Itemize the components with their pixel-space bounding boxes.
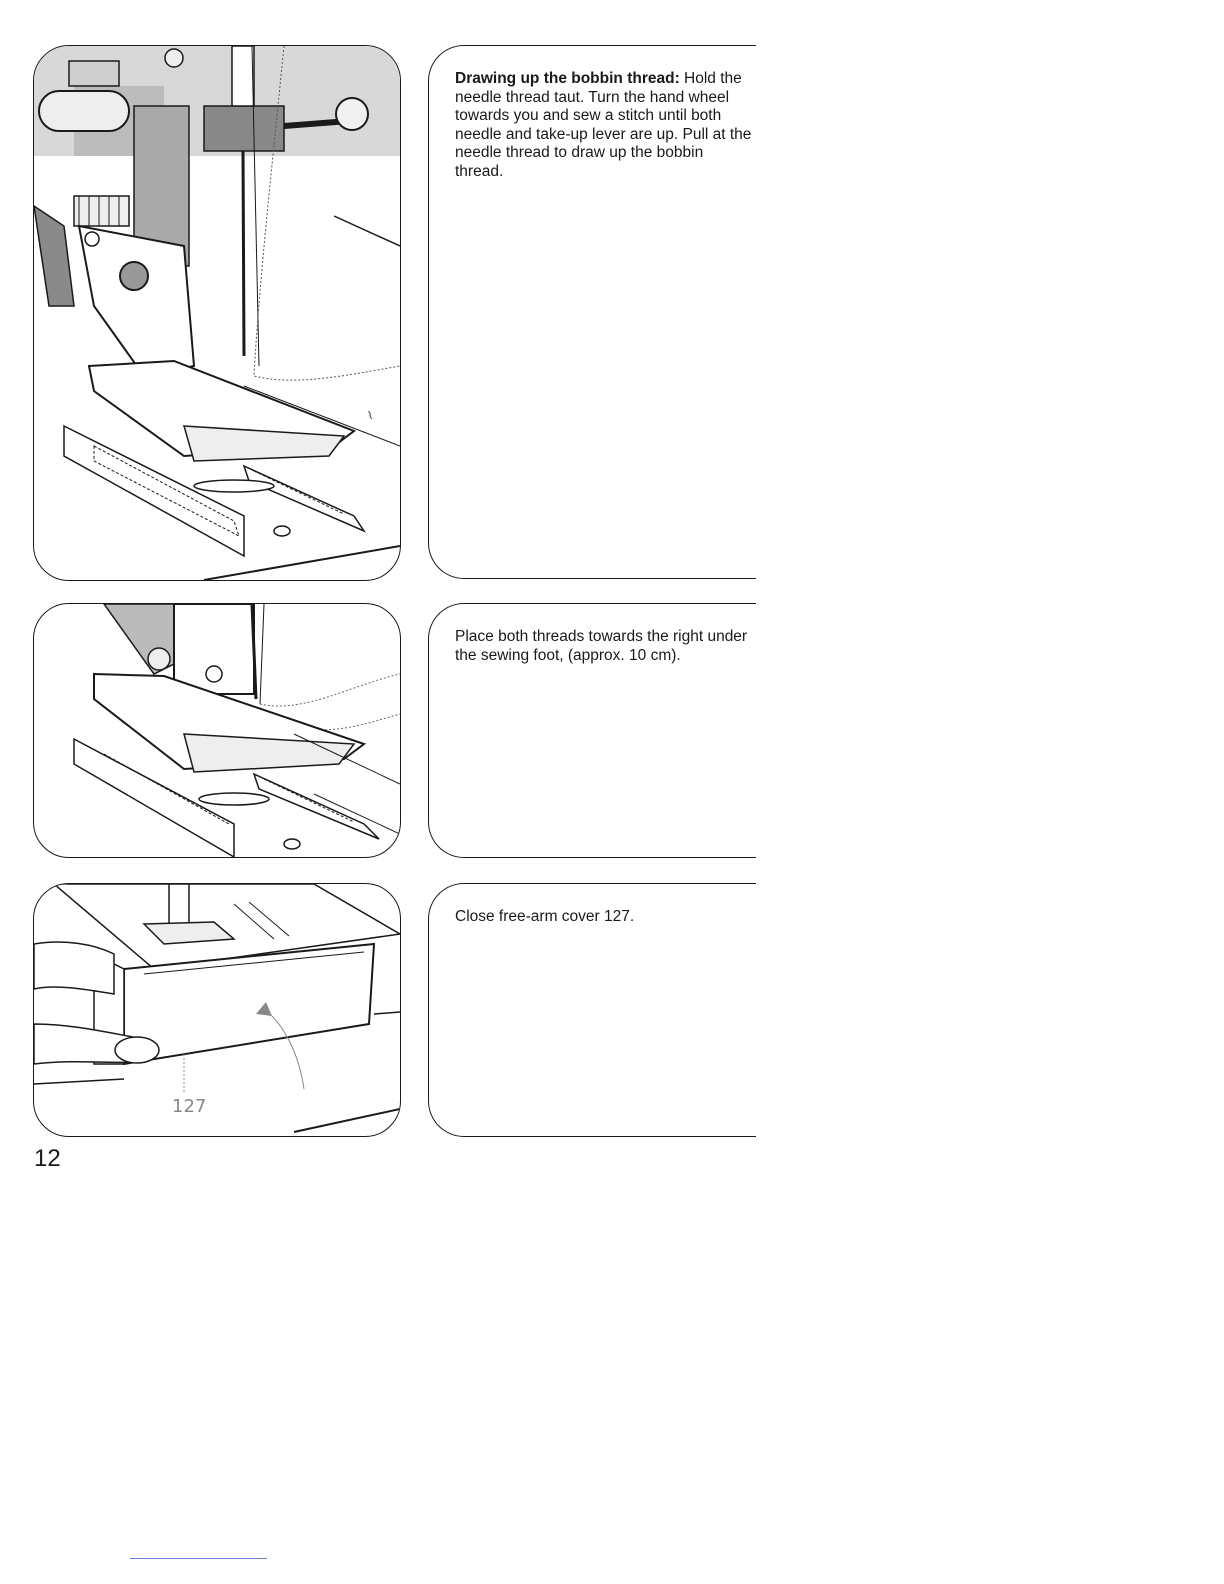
- instruction-panel-3: [428, 883, 756, 1137]
- threads-under-presser-foot-icon: [34, 604, 400, 857]
- instruction-body-1: Hold the needle thread taut. Turn the hand wheel towards you and sew a stitch until both needle and take-up lever are up. Pull at the needle thread to draw up the bobbin thread.: [455, 70, 752, 180]
- instruction-panel-1: [428, 45, 756, 579]
- instruction-panel-2: [428, 603, 756, 858]
- free-arm-cover-callout: 127: [172, 1096, 207, 1117]
- needle-and-presser-foot-icon: [34, 46, 400, 580]
- free-arm-cover-icon: [34, 884, 400, 1136]
- svg-text:~: ~: [360, 406, 380, 424]
- needle-and-presser-foot-illustration: [33, 45, 401, 581]
- instruction-text-3: [455, 908, 755, 927]
- instruction-text-2: [455, 628, 755, 665]
- instruction-body-2: Place both threads towards the right under the sewing foot, (approx. 10 cm).: [455, 628, 748, 664]
- instruction-heading-1: Drawing up the bobbin thread:: [455, 70, 685, 87]
- instruction-text-1: [455, 70, 755, 181]
- threads-under-foot-illustration: [33, 603, 401, 858]
- footer-rule: [130, 1558, 267, 1559]
- instruction-body-3: Close free-arm cover 127.: [455, 908, 635, 925]
- page-number: 12: [34, 1145, 61, 1172]
- free-arm-cover-illustration: [33, 883, 401, 1137]
